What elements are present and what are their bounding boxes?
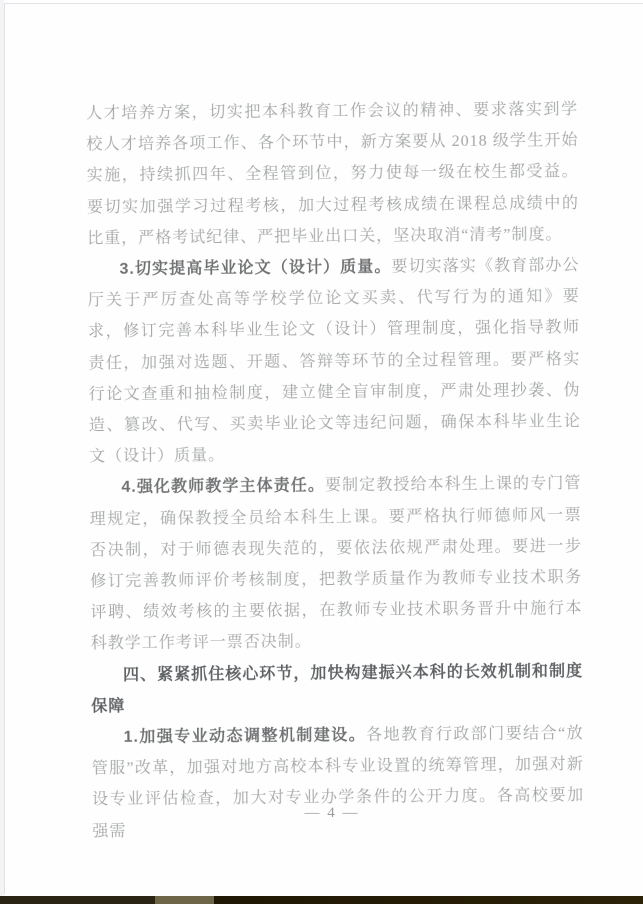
paragraph-lead: 3.切实提高毕业论文（设计）质量。	[119, 258, 392, 278]
section-heading-four	[91, 655, 584, 722]
scan-bottom-band	[0, 896, 643, 904]
paragraph-text: 各地教育行政部门要结合“放管服”改革，加强对地方高校本科专业设置的统筹管理，加强对新设专业评估检查，加大对专业办学条件的公开力度。各高校要加强需	[91, 724, 585, 840]
section-heading-text: 四、紧紧抓住核心环节，加快构建振兴本科的长效机制和制度保障	[91, 662, 584, 715]
page-number: — 4 —	[304, 805, 360, 821]
scan-edge-top-line	[4, 3, 643, 4]
paragraph-text: 要制定教授给本科生上课的专门管理规定，确保教授全员给本科生上课。要严格执行师德师风一票否决制，对于师德表现失范的，要依法依规严肃处理。要进一步修订完善教师评价考核制度，把教学质量作为教师专业技术职务评聘、绩效考核的主要依据，在教师专业技术职务晋升中施行本科教学工作考评一票否决制。	[89, 475, 583, 653]
paragraph-lead: 4.强化教师教学主体责任。	[121, 477, 326, 497]
paragraph-lead: 1.加强专业动态调整机制建设。	[123, 726, 367, 746]
paragraph-item-4	[89, 468, 583, 660]
scan-edge-left-line	[4, 3, 5, 894]
paragraph-continuation	[86, 94, 579, 254]
paragraph-text: 要切实落实《教育部办公厅关于严厉查处高等学校学位论文买卖、代写行为的通知》要求，修订完善本科毕业生论文（设计）管理制度，强化指导教师责任，加强对选题、开题、答辩等环节的全过程管理。要严格实行论文查重和抽检制度，建立健全盲审制度，严肃处理抄袭、伪造、篡改、代写、买卖毕业论文等违纪问题，确保本科毕业生论文（设计）质量。	[87, 256, 581, 466]
paragraph-item-3	[87, 250, 581, 473]
paragraph-item-1	[91, 718, 584, 847]
paragraph-text: 人才培养方案，切实把本科教育工作会议的精神、要求落实到学校人才培养各项工作、各个环节中，新方案要从 2018 级学生开始实施，持续抓四年、全程管到位，努力使每一级在校生都受益。要切实加强学习过程考核，加大过程考核成绩在课程总成绩中的比重，严格考试纪律、严把毕业出口关，坚决取消“清考”制度。	[86, 100, 580, 247]
document-body	[86, 94, 585, 847]
